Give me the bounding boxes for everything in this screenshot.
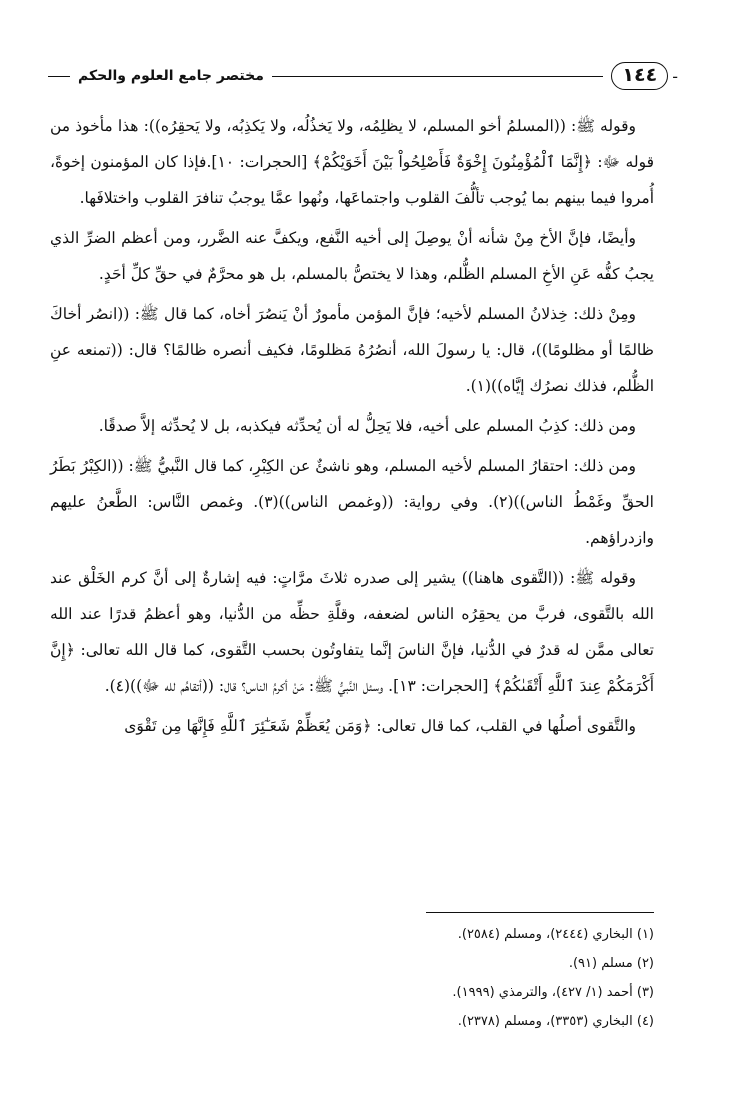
page-number-box — [611, 62, 678, 90]
paragraph: وقوله ﷺ: ((المسلمُ أخو المسلم، لا يظلِمُه، ولا يَخذُلُه، ولا يَكذِبُه، ولا يَحقِرُه)): هذا مأخوذ من قوله ﷻ: ﴿إِنَّمَا ٱلْمُؤْمِنُونَ إِخْوَةٌ فَأَصْلِحُواْ بَيْنَ أَخَوَيْكُمْ﴾ [الحجرات: ١٠].فإذا كان المؤمنون إخوةً، أُمروا فيما بينهم بما يُوجب تألُّفَ القلوب واجتماعَها، ونُهوا عمَّا يوجبُ تنافرَ القلوب واختلافَها. — [50, 117, 654, 207]
footnote: (٣) أحمد (١/ ٤٢٧)، والترمذي (١٩٩٩). — [452, 985, 654, 1000]
footnote: (٢) مسلم (٩١). — [568, 956, 654, 971]
running-title: مختصر جامع العلوم والحكم — [78, 68, 264, 84]
header-rule — [272, 76, 604, 77]
running-header — [48, 58, 678, 94]
paragraph: ومن ذلك: احتقارُ المسلم لأخيه المسلم، وهو ناشئٌ عن الكِبْرِ، كما قال النَّبيُّ ﷺ: ((الكِبْرُ بَطَرُ الحقِّ وغَمْطُ الناس))(٢). وفي رواية: ((وغمص الناس))(٣). وغمص النَّاس: الطَّعنُ عليهم وازدراؤهم. — [50, 457, 654, 547]
footnote: (١) البخاري (٢٤٤٤)، ومسلم (٢٥٨٤). — [457, 927, 654, 942]
paragraph: ومن ذلك: كذِبُ المسلم على أخيه، فلا يَحِلُّ له أن يُحدِّثه فيكذبه، بل لا يُحدِّثه إلاَّ صدقًا. — [98, 417, 636, 435]
footnotes — [50, 920, 654, 1036]
paragraph: ومِنْ ذلك: خِذلانُ المسلم لأخيه؛ فإنَّ المؤمن مأمورٌ أنْ يَنصُرَ أخاه، كما قال ﷺ: ((انصُر أخاكَ ظالمًا أو مظلومًا))، قال: يا رسولَ الله، أنصُرُهُ مَظلومًا، فكيف أنصره ظالمًا؟ قال: ((تمنعه عنِ الظُّلم، فذلك نصرُك إيَّاه))(١). — [50, 305, 654, 395]
main-text — [50, 108, 654, 744]
paragraph: وقوله ﷺ: ((التَّقوى هاهنا)) يشير إلى صدره ثلاثَ مرَّاتٍ: فيه إشارةٌ إلى أنَّ كرم الخَلْق عند الله بالتَّقوى، فربَّ من يحقِرُه الناس لضعفه، وقلَّةِ حظِّه من الدُّنيا، وهو أعظمُ قدرًا عند الله تعالى ممَّن له قدرٌ في الدُّنيا، فإنَّ الناسَ إنَّما يتفاوتُون بحسب التَّقوى، كما قال الله تعالى: ﴿إِنَّ أَكْرَمَكُمْ عِندَ ٱللَّهِ أَتْقَىٰكُمْ﴾ [الحجرات: ١٣]. وسئل النَّبيُّ ﷺ: مَنْ أكرمُ الناس؟ قال: ((أتقاهُم لله ﷻ))(٤). — [50, 569, 654, 695]
footnote: (٤) البخاري (٣٣٥٣)، ومسلم (٢٣٧٨). — [457, 1014, 654, 1029]
paragraph: وأيضًا، فإنَّ الأخ مِنْ شأنه أنْ يوصِلَ إلى أخيه النَّفع، ويكفَّ عنه الضَّرر، ومن أعظم الضرِّ الذي يجبُ كفُّه عَنِ الأخِ المسلم الظُّلم، وهذا لا يختصُّ بالمسلم، بل هو محرَّمٌ في حقِّ كلِّ أحَدٍ. — [50, 229, 654, 283]
page-number: ١٤٤ — [611, 62, 668, 90]
header-title-dash — [48, 76, 70, 77]
footnote-separator — [426, 912, 654, 913]
paragraph: والتَّقوى أصلُها في القلب، كما قال تعالى: ﴿وَمَن يُعَظِّمْ شَعَـٰٓئِرَ ٱللَّهِ فَإِنَّهَا مِن تَقْوَى — [124, 717, 636, 735]
page-number-dash: - — [672, 66, 678, 86]
